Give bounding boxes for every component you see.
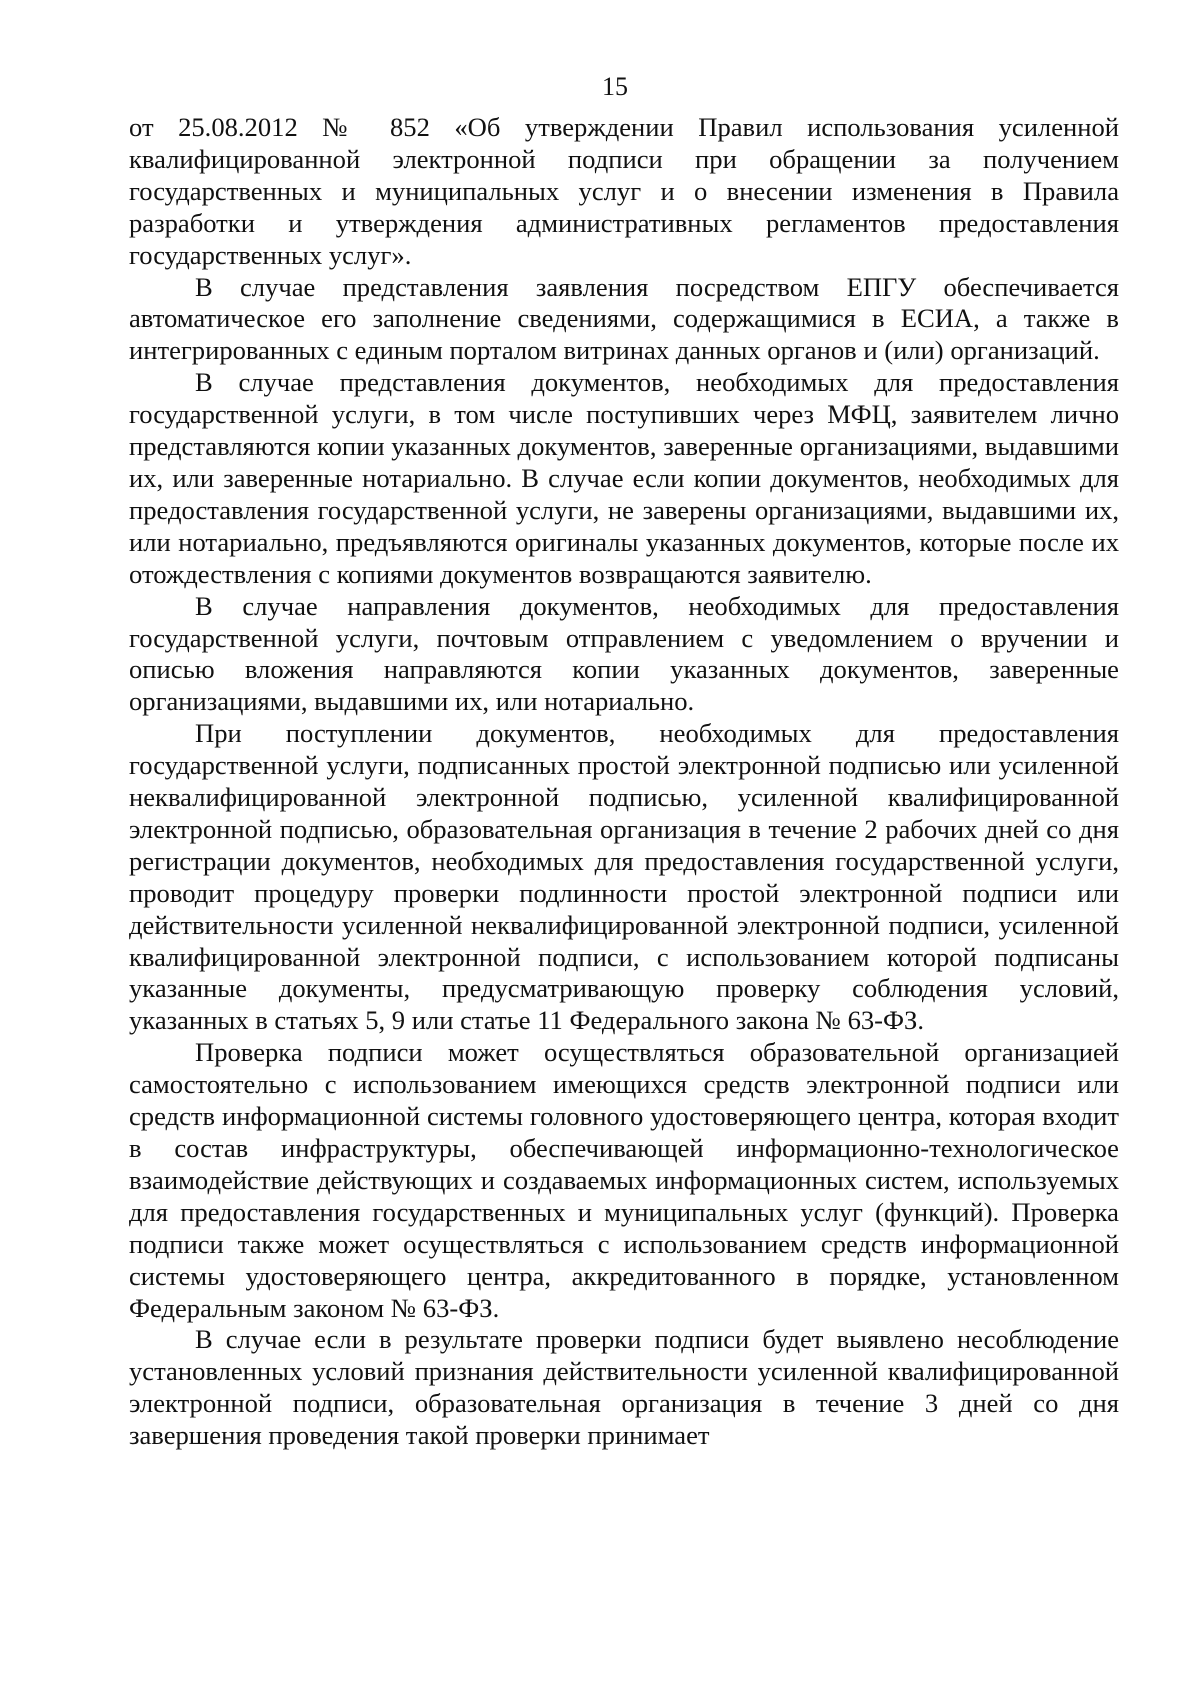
paragraph-7: В случае если в результате проверки подписи будет выявлено несоблюдение установленных условий признания действительности усиленной квалифицированной электронной подписи, образовательная организация в течение 3 дней со дня завершения проведения такой проверки принимает xyxy=(129,1324,1119,1451)
document-body xyxy=(129,112,1119,1452)
page-number-text: 15 xyxy=(602,72,628,101)
paragraph-1: от 25.08.2012 № 852 «Об утверждении Правил использования усиленной квалифицированной электронной подписи при обращении за получением государственных и муниципальных услуг и о внесении изменения в Правила разработки и утверждения административных регламентов предоставления государственных услуг». xyxy=(129,112,1119,270)
paragraph-6: Проверка подписи может осуществляться образовательной организацией самостоятельно с использованием имеющихся средств электронной подписи или средств информационной системы головного удостоверяющего центра, которая входит в состав инфраструктуры, обеспечивающей информационно-технологическое взаимодействие действующих и создаваемых информационных систем, используемых для предоставления государственных и муниципальных услуг (функций). Проверка подписи также может осуществляться с использованием средств информационной системы удостоверяющего центра, аккредитованного в порядке, установленном Федеральным законом № 63-ФЗ. xyxy=(129,1037,1119,1323)
page-number xyxy=(0,72,1200,102)
paragraph-3: В случае представления документов, необходимых для предоставления государственной услуги, в том числе поступивших через МФЦ, заявителем лично представляются копии указанных документов, заверенные организациями, выдавшими их, или заверенные нотариально. В случае если копии документов, необходимых для предоставления государственной услуги, не заверены организациями, выдавшими их, или нотариально, предъявляются оригиналы указанных документов, которые после их отождествления с копиями документов возвращаются заявителю. xyxy=(129,367,1119,589)
paragraph-2: В случае представления заявления посредством ЕПГУ обеспечивается автоматическое его заполнение сведениями, содержащимися в ЕСИА, а также в интегрированных с единым порталом витринах данных органов и (или) организаций. xyxy=(129,271,1119,366)
paragraph-5: При поступлении документов, необходимых для предоставления государственной услуги, подписанных простой электронной подписью или усиленной неквалифицированной электронной подписью, усиленной квалифицированной электронной подписью, образовательная организация в течение 2 рабочих дней со дня регистрации документов, необходимых для предоставления государственной услуги, проводит процедуру проверки подлинности простой электронной подписи или действительности усиленной неквалифицированной электронной подписи, усиленной квалифицированной электронной подписи, с использованием которой подписаны указанные документы, предусматривающую проверку соблюдения условий, указанных в статьях 5, 9 или статье 11 Федерального закона № 63-ФЗ. xyxy=(129,718,1119,1036)
paragraph-4: В случае направления документов, необходимых для предоставления государственной услуги, почтовым отправлением с уведомлением о вручении и описью вложения направляются копии указанных документов, заверенные организациями, выдавшими их, или нотариально. xyxy=(129,590,1119,717)
